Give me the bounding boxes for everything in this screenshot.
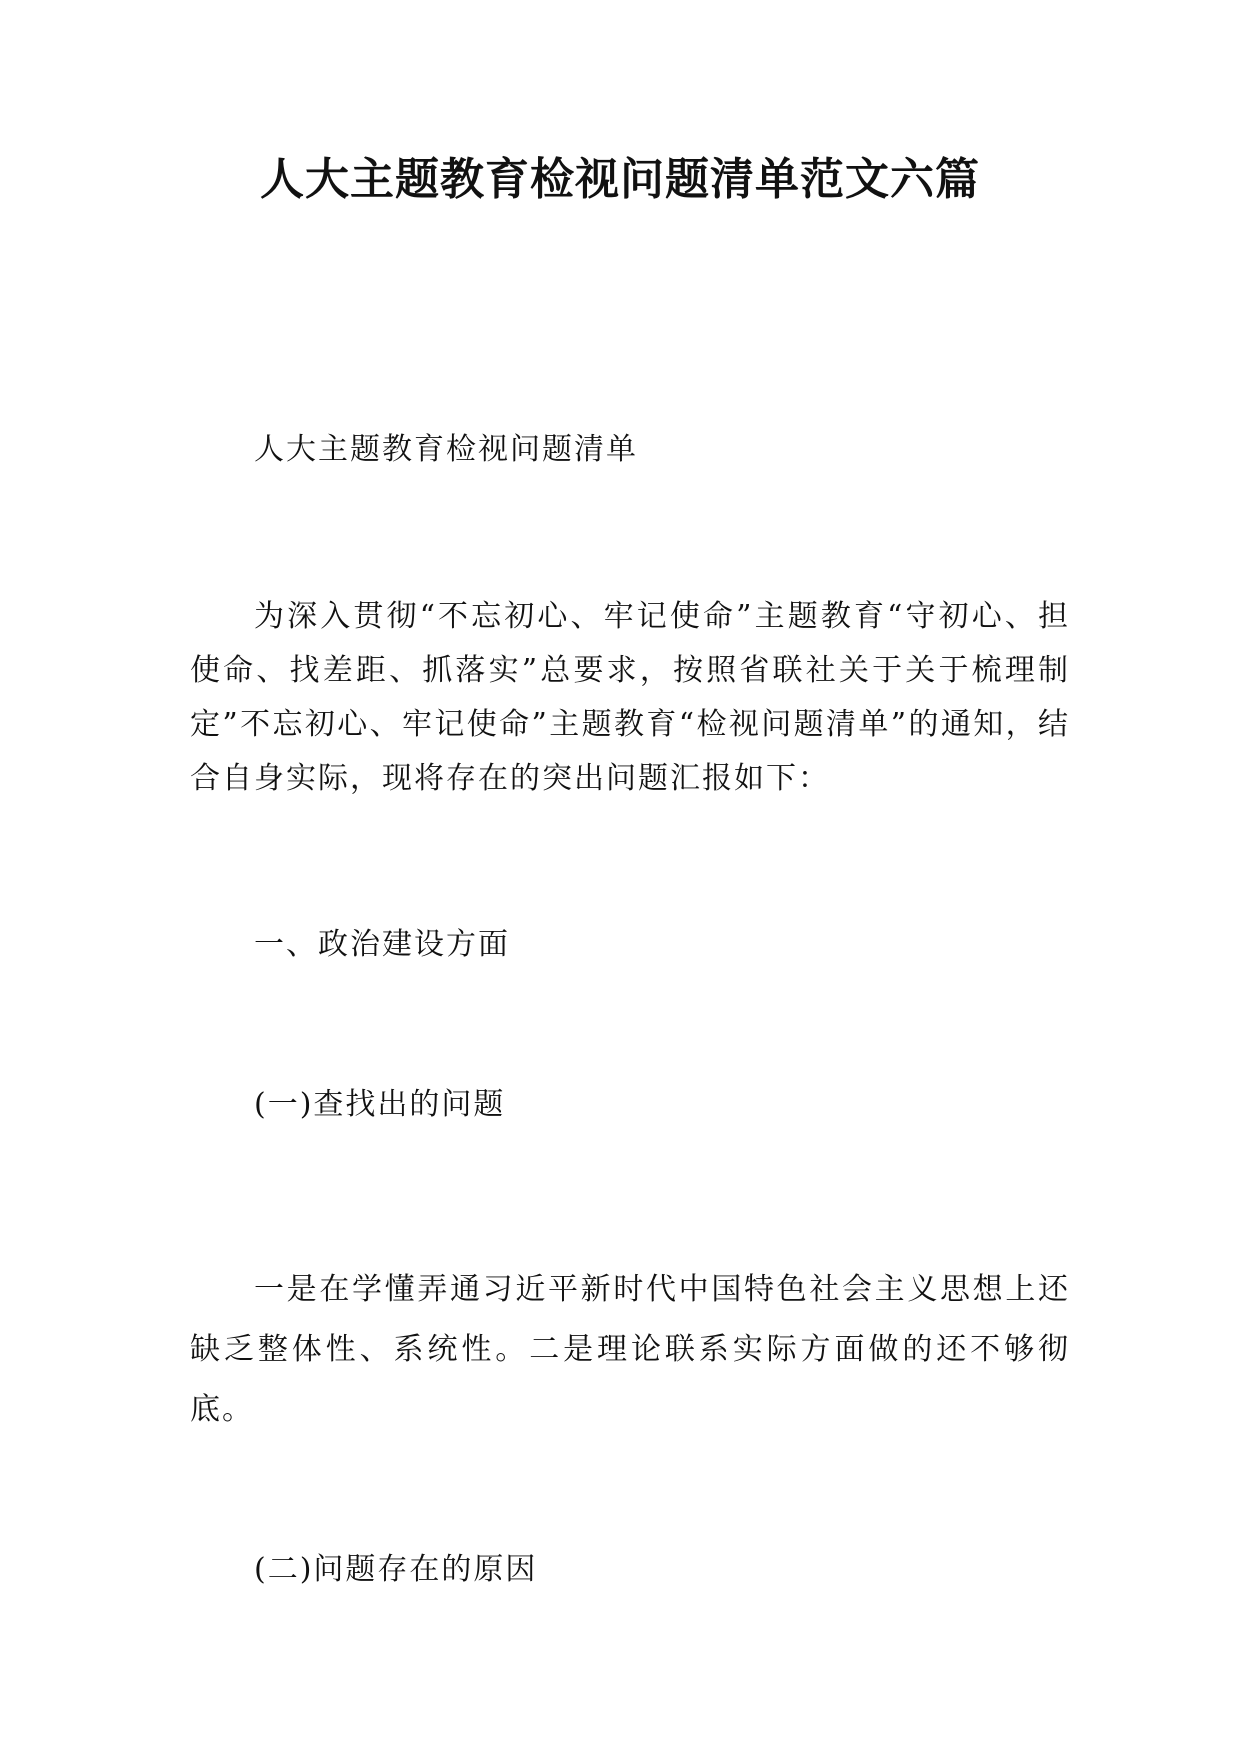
intro-paragraph: 为深入贯彻“不忘初心、牢记使命”主题教育“守初心、担使命、找差距、抓落实”总要求，按照省联社关于关于梳理制定”不忘初心、牢记使命”主题教育“检视问题清单”的通知，结合自身实际，现将存在的突出问题汇报如下： [190,599,1070,796]
section-heading-political-construction: 一、政治建设方面 [254,927,510,962]
subsection-heading-problem-causes: (二)问题存在的原因 [254,1552,538,1587]
document-title: 人大主题教育检视问题清单范文六篇 [260,154,980,205]
problems-found-paragraph: 一是在学懂弄通习近平新时代中国特色社会主义思想上还缺乏整体性、系统性。二是理论联系实际方面做的还不够彻底。 [190,1272,1070,1427]
subsection-heading-problems-found: (一)查找出的问题 [254,1087,506,1122]
document-subtitle: 人大主题教育检视问题清单 [254,432,638,467]
